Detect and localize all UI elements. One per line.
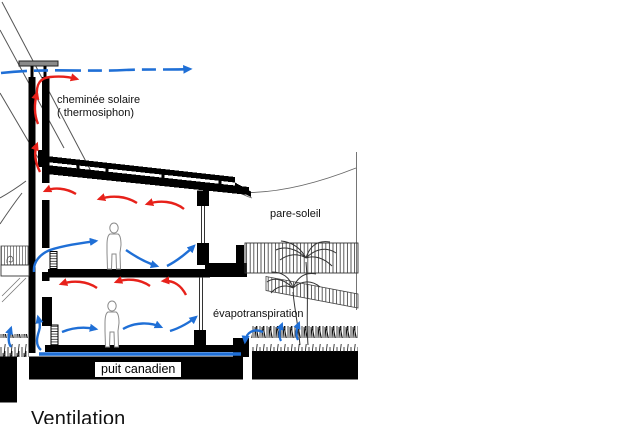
label-puit-canadien: puit canadien — [93, 360, 183, 379]
warm-air-arrow — [61, 282, 97, 288]
label-solar-chimney-line2: ( thermosiphon) — [57, 107, 135, 119]
left-balcony — [1, 246, 29, 302]
roof-post — [162, 173, 165, 179]
label-pare-soleil: pare-soleil — [270, 208, 321, 220]
figure-title: Ventilation — [31, 408, 126, 424]
solar-chimney — [19, 61, 58, 353]
cool-air-arrow — [123, 323, 161, 329]
warm-air-arrow — [116, 280, 150, 286]
balcony-slab-outline — [1, 265, 29, 276]
label-solar-chimney — [57, 94, 140, 120]
pare-soleil-trellis — [245, 243, 358, 308]
chimney-outer-wall — [29, 77, 36, 353]
roof-double-skin — [46, 156, 251, 197]
person-head — [110, 223, 118, 233]
chimney-inner-wall — [42, 297, 52, 326]
balcony-railing — [1, 246, 28, 265]
chimney-inner-wall — [42, 200, 50, 248]
label-solar-chimney-line1: cheminée solaire — [57, 94, 141, 106]
cool-air-arrow — [167, 246, 194, 266]
planter-soil — [252, 351, 358, 380]
stair-lines — [2, 278, 26, 302]
roof-post — [219, 179, 222, 185]
warm-air-arrow — [45, 189, 76, 194]
sunshade-band — [245, 243, 358, 273]
cool-air-arrows — [9, 241, 263, 350]
balcony-slab — [205, 263, 247, 277]
grass-left — [0, 334, 29, 357]
ground-supply-grille — [51, 325, 58, 348]
person-body — [105, 312, 119, 347]
person-body — [107, 234, 121, 269]
cool-air-arrow — [37, 317, 41, 350]
windows — [200, 206, 205, 330]
warm-air-arrow — [147, 202, 184, 209]
wind-arrow — [1, 69, 190, 73]
warm-air-arrow — [99, 197, 137, 203]
cap-post — [31, 66, 34, 77]
sunshade-sloped-band — [266, 277, 358, 309]
cool-air-arrow — [62, 328, 96, 332]
warm-air-arrow — [35, 93, 38, 124]
warm-air-arrow — [163, 281, 186, 295]
grass-right — [251, 326, 358, 352]
ground-mass-left — [0, 357, 17, 403]
label-evapotranspiration: évapotranspiration — [213, 308, 304, 320]
cool-air-arrow — [126, 250, 157, 266]
ground-floor-slab — [45, 345, 235, 352]
person-head — [108, 301, 116, 311]
chimney-cap — [19, 61, 58, 66]
occupant-upper — [107, 223, 121, 269]
roof-post — [106, 167, 109, 173]
upper-column — [197, 191, 209, 207]
upper-column-base — [197, 243, 209, 265]
cool-air-arrow — [170, 317, 196, 331]
roof-post — [77, 164, 80, 170]
balcony-parapet — [236, 245, 244, 265]
upper-supply-grille — [50, 252, 57, 269]
ground-column-base — [194, 330, 206, 347]
occupant-lower — [105, 301, 119, 347]
intermediate-slab — [48, 269, 210, 278]
